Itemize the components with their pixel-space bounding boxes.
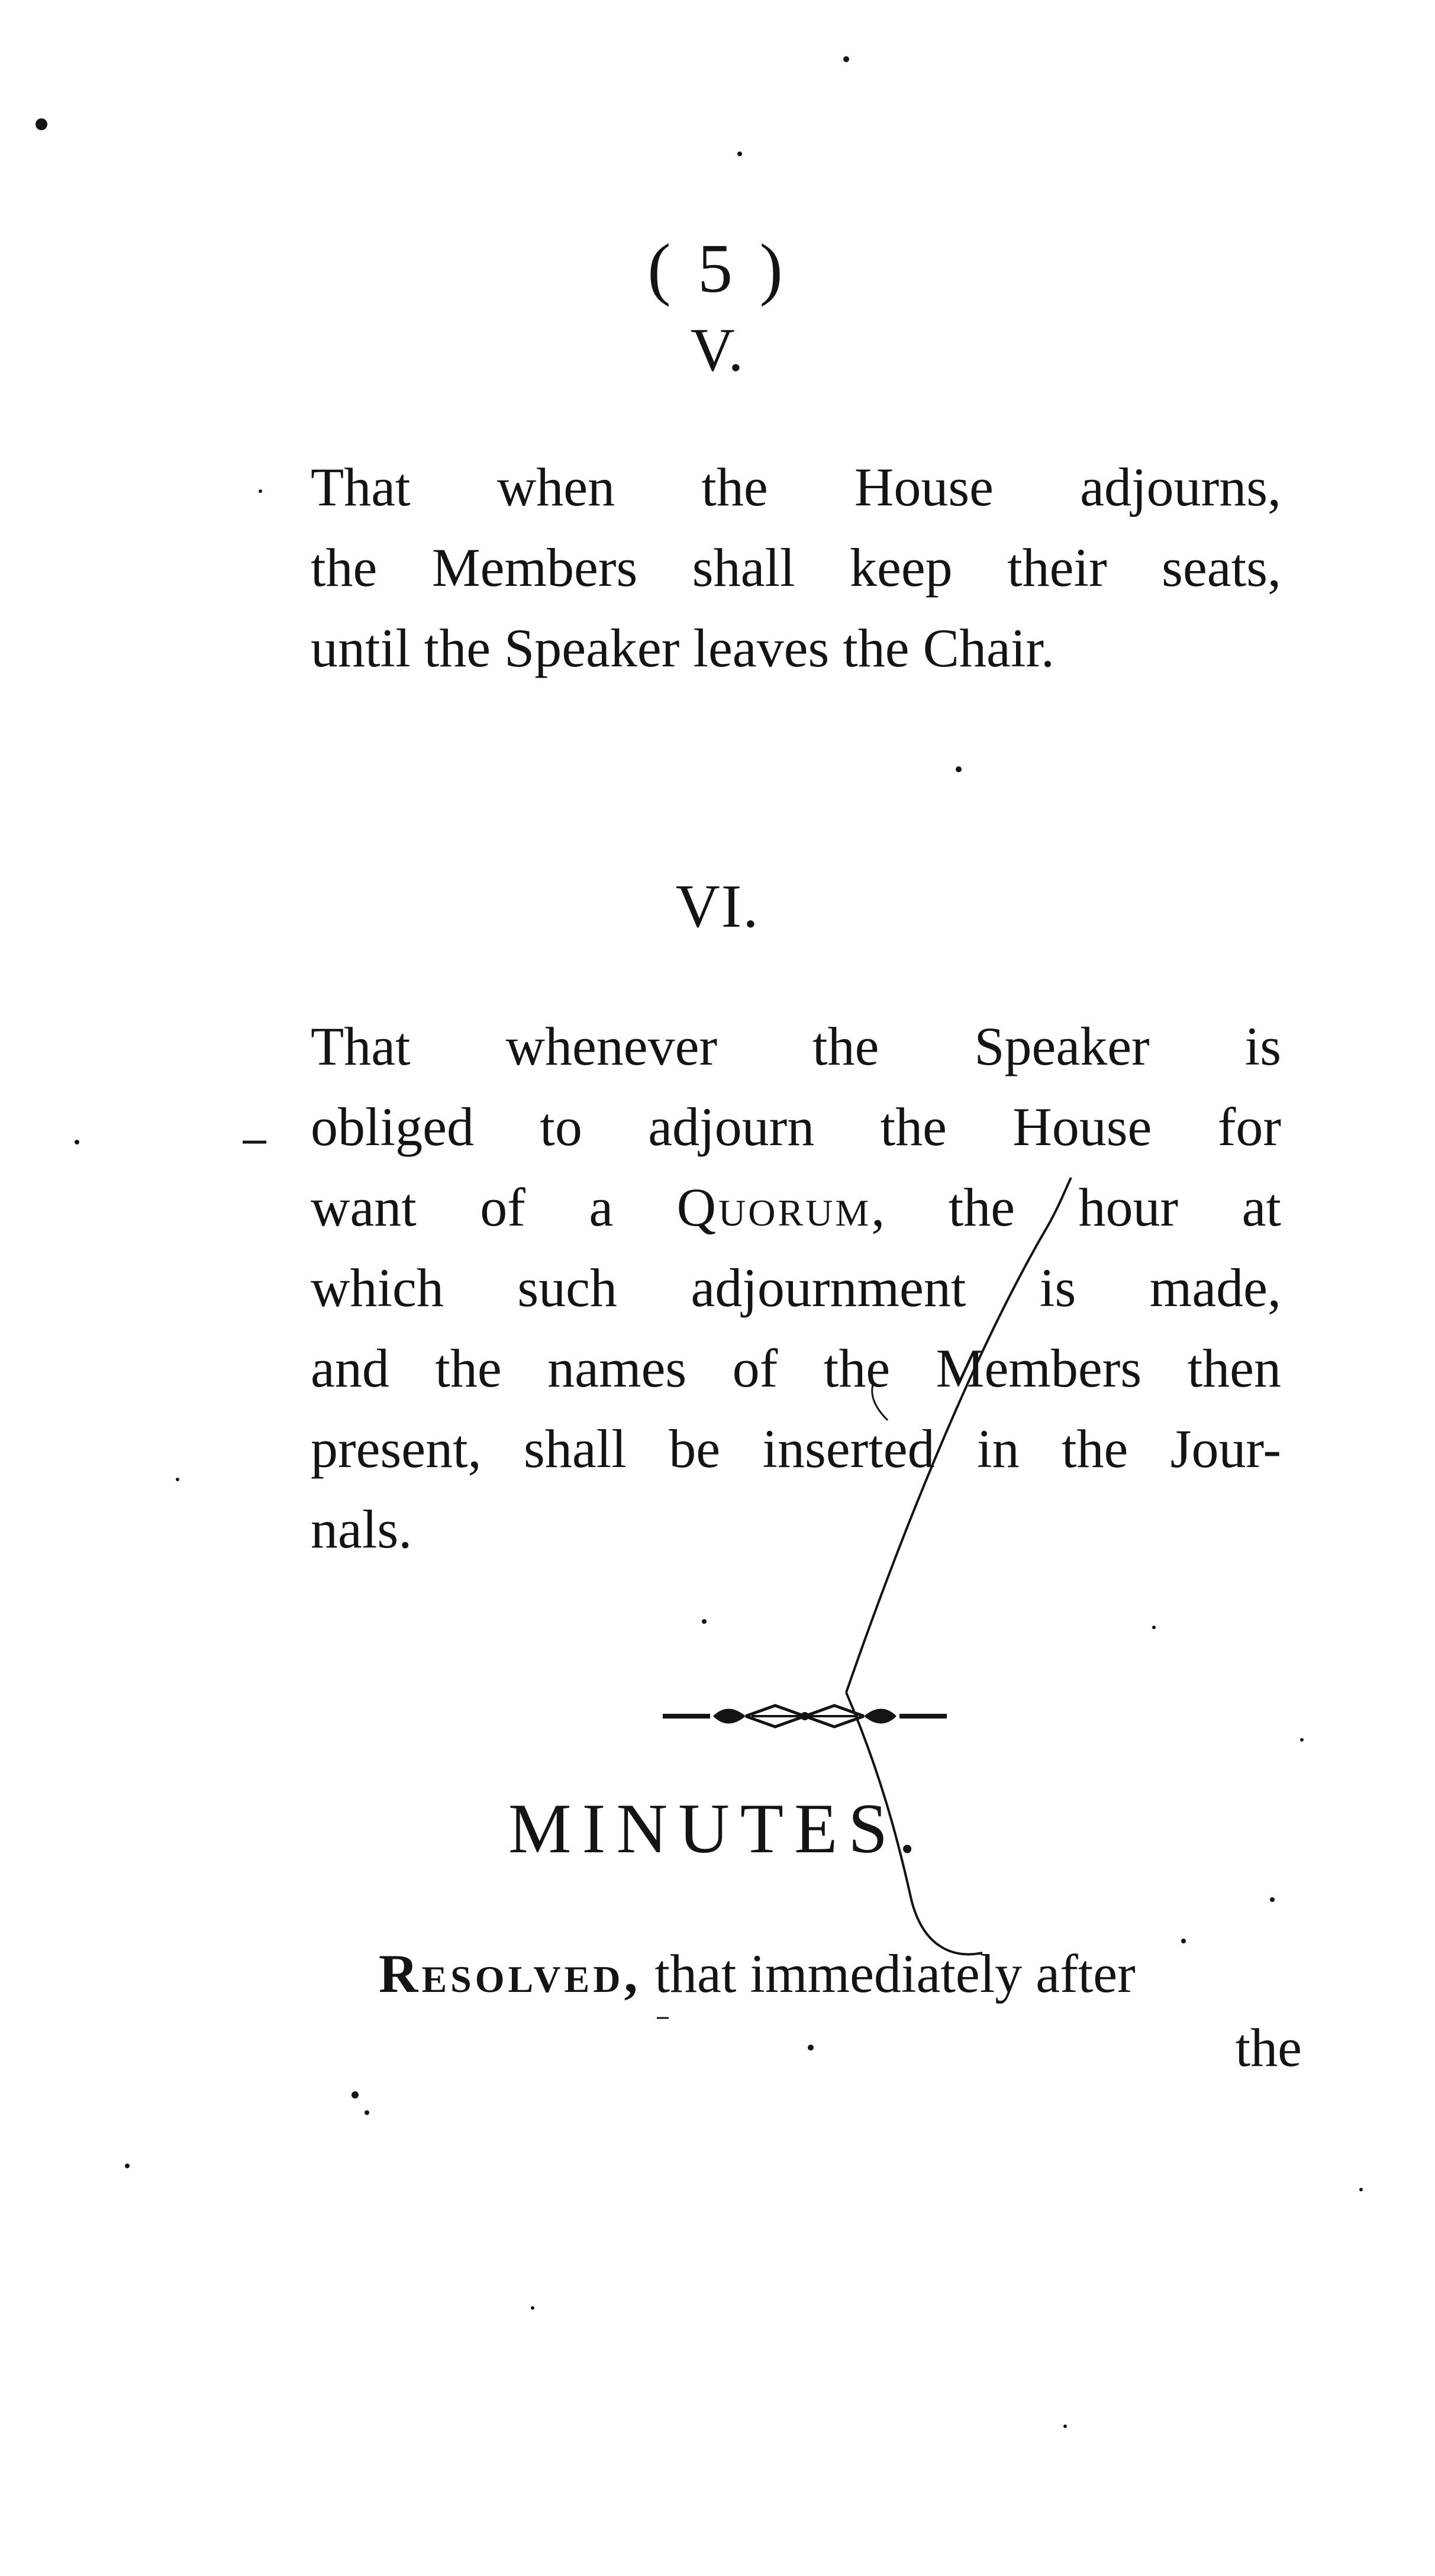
quorum-word: Quorum	[676, 1177, 872, 1237]
paragraph-vi-line: That whenever the Speaker is	[311, 1016, 1281, 1076]
quorum-suffix: , the hour at	[871, 1177, 1281, 1237]
minutes-title: MINUTES.	[508, 1789, 927, 1868]
paragraph-v-line: until the Speaker leaves the Chair.	[311, 618, 1055, 678]
paragraph-vi-line-quorum	[311, 1167, 1281, 1247]
paragraph-vi-line: which such adjournment is made,	[311, 1258, 1281, 1318]
paragraph-vi-line: nals.	[311, 1499, 412, 1559]
paragraph-vi-line: and the names of the Members then	[311, 1338, 1281, 1398]
paragraph-v-line: the Members shall keep their seats,	[311, 537, 1281, 598]
paragraph-v-line: That when the House adjourns,	[311, 457, 1281, 517]
section-heading-v: V.	[690, 316, 745, 384]
paragraph-v	[311, 447, 1281, 688]
catchword: the	[1235, 2017, 1302, 2078]
paragraph-vi-line: present, shall be inserted in the Jour-	[311, 1418, 1281, 1479]
ornament-divider	[657, 1692, 953, 1740]
section-heading-vi: VI.	[675, 872, 760, 940]
paragraph-vi-line: obliged to adjourn the House for	[311, 1097, 1281, 1157]
resolved-text: that immediately after	[641, 1943, 1136, 2004]
quorum-prefix: want of a	[311, 1177, 677, 1237]
paragraph-vi	[311, 1006, 1281, 1569]
page-number: ( 5 )	[647, 230, 788, 307]
resolved-line	[379, 1944, 1281, 2004]
resolved-word: Resolved,	[379, 1943, 641, 2004]
